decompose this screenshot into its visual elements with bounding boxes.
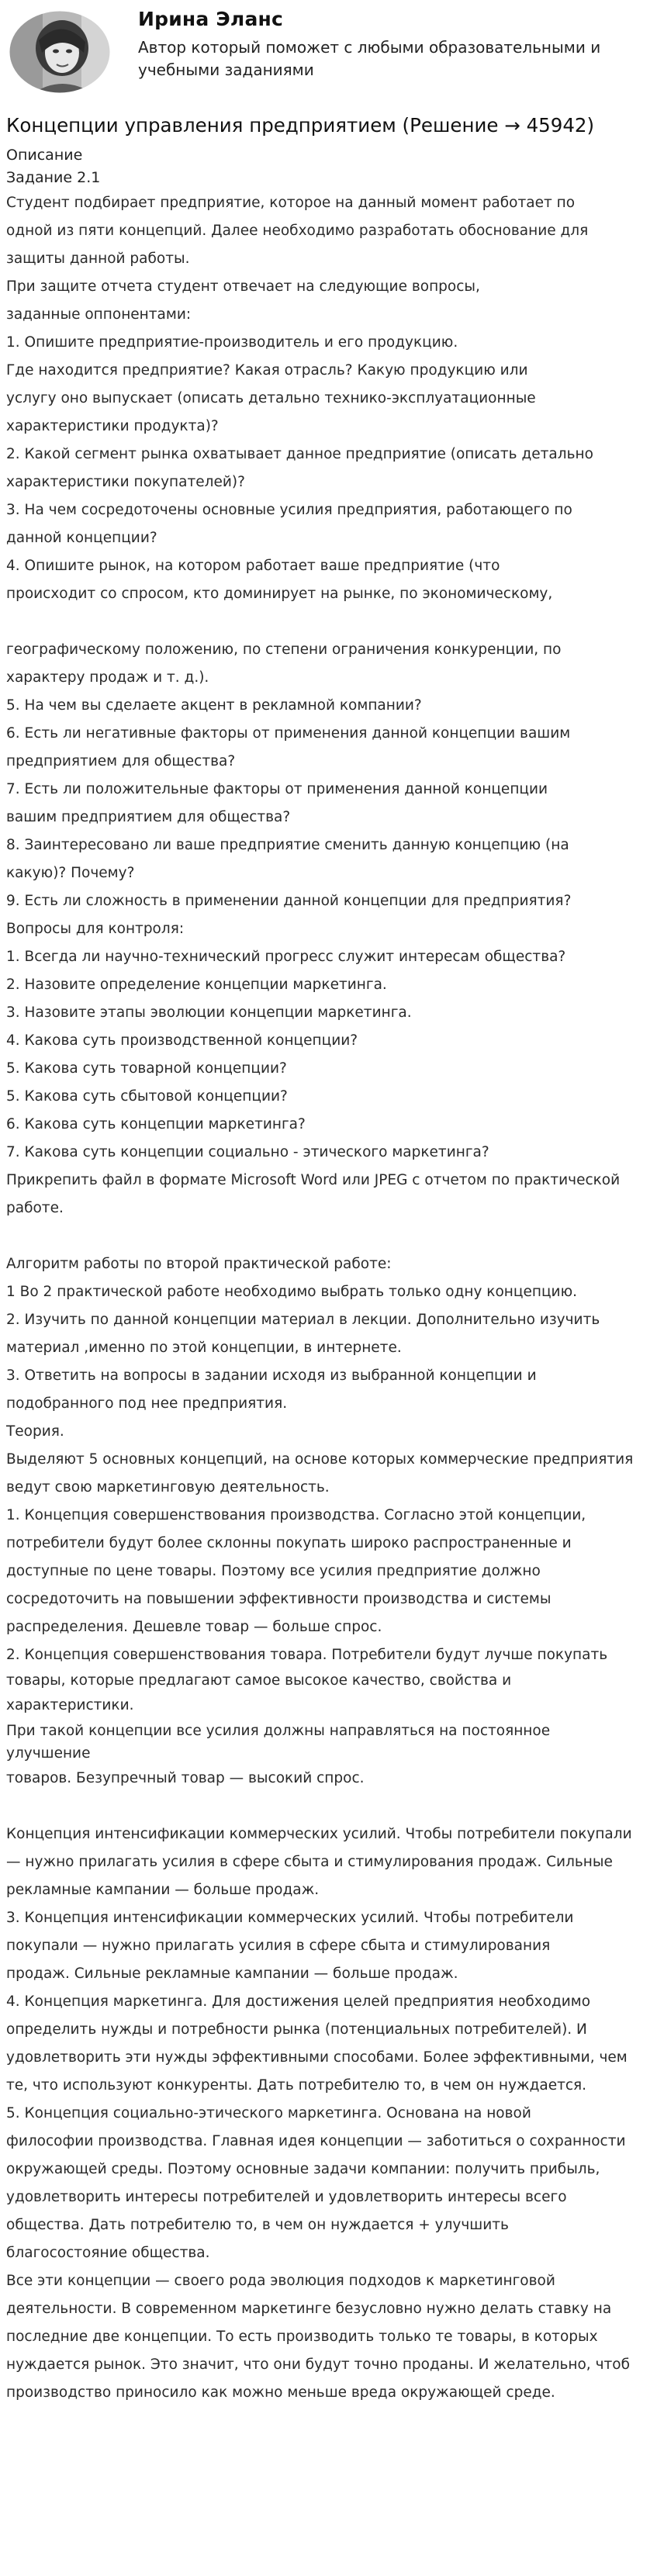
- description-line: Теория.: [6, 1423, 64, 1440]
- description-line: товаров. Безупречный товар — высокий спрос.: [6, 1770, 365, 1786]
- description-line: философии производства. Главная идея концепции — заботиться о сохранности: [6, 2133, 626, 2149]
- description-line: продаж. Сильные рекламные кампании — больше продаж.: [6, 1966, 458, 1982]
- description-line: географическому положению, по степени ограничения конкуренции, по: [6, 641, 562, 658]
- description-line: 2. Назовите определение концепции маркетинга.: [6, 977, 387, 993]
- description-line: 2. Концепция совершенствования товара. Потребители будут лучше покупать: [6, 1647, 608, 1663]
- description-line: заданные оппонентами:: [6, 306, 192, 323]
- description-line: При такой концепции все усилия должны направляться на постоянное: [6, 1723, 551, 1739]
- description-line: окружающей среды. Поэтому основные задачи компании: получить прибыль,: [6, 2161, 600, 2177]
- description-line: производство приносило как можно меньше вреда окружающей среде.: [6, 2384, 555, 2401]
- description-line: благосостояние общества.: [6, 2245, 210, 2261]
- description-line: Прикрепить файл в формате Microsoft Word или JPEG с отчетом по практической: [6, 1172, 621, 1188]
- author-description-line: Автор который поможет с любыми образовательными и: [138, 38, 601, 57]
- description-line: последние две концепции. То есть производить только те товары, в которых: [6, 2329, 598, 2345]
- description-line: 1. Всегда ли научно-технический прогресс служит интересам общества?: [6, 949, 566, 965]
- description-line: характеристики.: [6, 1697, 134, 1713]
- author-header: [0, 0, 657, 107]
- description-line: 3. Назовите этапы эволюции концепции маркетинга.: [6, 1004, 412, 1021]
- author-name[interactable]: Ирина Эланс: [138, 8, 284, 30]
- description-line: 6. Есть ли негативные факторы от применения данной концепции вашим: [6, 725, 571, 742]
- description-line: потребители будут более склонны покупать широко распространенные и: [6, 1535, 572, 1551]
- description-line: 5. На чем вы сделаете акцент в рекламной компании?: [6, 697, 422, 714]
- description-line: какую)? Почему?: [6, 865, 135, 881]
- description-line: подобранного под нее предприятия.: [6, 1395, 288, 1412]
- author-description-line: учебными заданиями: [138, 61, 314, 79]
- task-label: Задание 2.1: [6, 169, 101, 186]
- description-line: общества. Дать потребителю то, в чем он нуждается + улучшить: [6, 2217, 509, 2233]
- description-line: 7. Есть ли положительные факторы от применения данной концепции: [6, 781, 548, 797]
- description-line: ведут свою маркетинговую деятельность.: [6, 1479, 330, 1495]
- description-line: определить нужды и потребности рынка (потенциальных потребителей). И: [6, 2021, 587, 2038]
- description-line: 4. Какова суть производственной концепции?: [6, 1032, 358, 1049]
- description-line: Все эти концепции — своего рода эволюция подходов к маркетинговой: [6, 2273, 555, 2289]
- description-line: 3. Концепция интенсификации коммерческих усилий. Чтобы потребители: [6, 1910, 574, 1926]
- description-line: 4. Опишите рынок, на котором работает ваше предприятие (что: [6, 558, 500, 574]
- description-line: рекламные кампании — больше продаж.: [6, 1882, 320, 1898]
- description-line: те, что используют конкуренты. Дать потребителю то, в чем он нуждается.: [6, 2077, 587, 2094]
- description-line: товары, которые предлагают самое высокое качество, свойства и: [6, 1672, 512, 1689]
- description-line: 1. Опишите предприятие-производитель и его продукцию.: [6, 334, 458, 351]
- section-label: Описание: [6, 147, 83, 164]
- description-line: Алгоритм работы по второй практической работе:: [6, 1256, 392, 1272]
- description-line: Вопросы для контроля:: [6, 921, 185, 937]
- description-line: удовлетворить интересы потребителей и удовлетворить интересы всего: [6, 2189, 567, 2205]
- description-line: услугу оно выпускает (описать детально технико-эксплуатационные: [6, 390, 536, 406]
- description-line: 4. Концепция маркетинга. Для достижения целей предприятия необходимо: [6, 1993, 591, 2010]
- description-line: покупали — нужно прилагать усилия в сфере сбыта и стимулирования: [6, 1938, 551, 1954]
- work-title: Концепции управления предприятием (Решение → 45942): [6, 114, 595, 137]
- description-line: 2. Изучить по данной концепции материал в лекции. Дополнительно изучить: [6, 1312, 600, 1328]
- description-line: 5. Какова суть товарной концепции?: [6, 1060, 287, 1077]
- description-line: 1 Во 2 практической работе необходимо выбрать только одну концепцию.: [6, 1284, 578, 1300]
- description-line: Где находится предприятие? Какая отрасль? Какую продукцию или: [6, 362, 528, 379]
- description-line: 6. Какова суть концепции маркетинга?: [6, 1116, 306, 1132]
- description-line: При защите отчета студент отвечает на следующие вопросы,: [6, 278, 480, 295]
- description-line: Студент подбирает предприятие, которое на данный момент работает по: [6, 195, 576, 211]
- description-line: доступные по цене товары. Поэтому все усилия предприятие должно: [6, 1563, 541, 1579]
- description-line: 9. Есть ли сложность в применении данной концепции для предприятия?: [6, 893, 572, 909]
- description-line: улучшение: [6, 1745, 91, 1762]
- description-line: предприятием для общества?: [6, 753, 236, 769]
- description-line: 1. Концепция совершенствования производства. Согласно этой концепции,: [6, 1507, 586, 1523]
- description-line: 5. Концепция социально-этического маркетинга. Основана на новой: [6, 2105, 531, 2121]
- description-line: одной из пяти концепций. Далее необходимо разработать обоснование для: [6, 223, 589, 239]
- description-line: удовлетворить эти нужды эффективными способами. Более эффективными, чем: [6, 2049, 628, 2066]
- description-line: характеру продаж и т. д.).: [6, 669, 209, 686]
- description-line: распределения. Дешевле товар — больше спрос.: [6, 1619, 382, 1635]
- description-line: вашим предприятием для общества?: [6, 809, 291, 825]
- description-line: материал ,именно по этой концепции, в интернете.: [6, 1340, 402, 1356]
- description-line: данной концепции?: [6, 530, 157, 546]
- description-line: нуждается рынок. Это значит, что они будут точно проданы. И желательно, чтоб: [6, 2356, 631, 2373]
- description-line: происходит со спросом, кто доминирует на рынке, по экономическому,: [6, 586, 553, 602]
- author-avatar[interactable]: [8, 9, 112, 95]
- description-line: сосредоточить на повышении эффективности производства и системы: [6, 1591, 552, 1607]
- description-line: Выделяют 5 основных концепций, на основе которых коммерческие предприятия: [6, 1451, 634, 1468]
- description-line: 5. Какова суть сбытовой концепции?: [6, 1088, 288, 1105]
- description-line: характеристики продукта)?: [6, 418, 219, 434]
- description-line: характеристики покупателей)?: [6, 474, 245, 490]
- description-line: 3. На чем сосредоточены основные усилия предприятия, работающего по: [6, 502, 572, 518]
- description-line: 7. Какова суть концепции социально - этического маркетинга?: [6, 1144, 489, 1160]
- description-line: Концепция интенсификации коммерческих усилий. Чтобы потребители покупали: [6, 1826, 632, 1842]
- description-line: деятельности. В современном маркетинге безусловно нужно делать ставку на: [6, 2301, 612, 2317]
- work-content: [6, 107, 650, 2407]
- description-line: 8. Заинтересовано ли ваше предприятие сменить данную концепцию (на: [6, 837, 569, 853]
- description-line: 2. Какой сегмент рынка охватывает данное предприятие (описать детально: [6, 446, 593, 462]
- description-line: защиты данной работы.: [6, 251, 190, 267]
- description-line: работе.: [6, 1200, 64, 1216]
- author-description: [138, 36, 619, 81]
- description-body: [6, 189, 650, 2407]
- description-line: — нужно прилагать усилия в сфере сбыта и стимулирования продаж. Сильные: [6, 1854, 613, 1870]
- description-line: 3. Ответить на вопросы в задании исходя из выбранной концепции и: [6, 1368, 537, 1384]
